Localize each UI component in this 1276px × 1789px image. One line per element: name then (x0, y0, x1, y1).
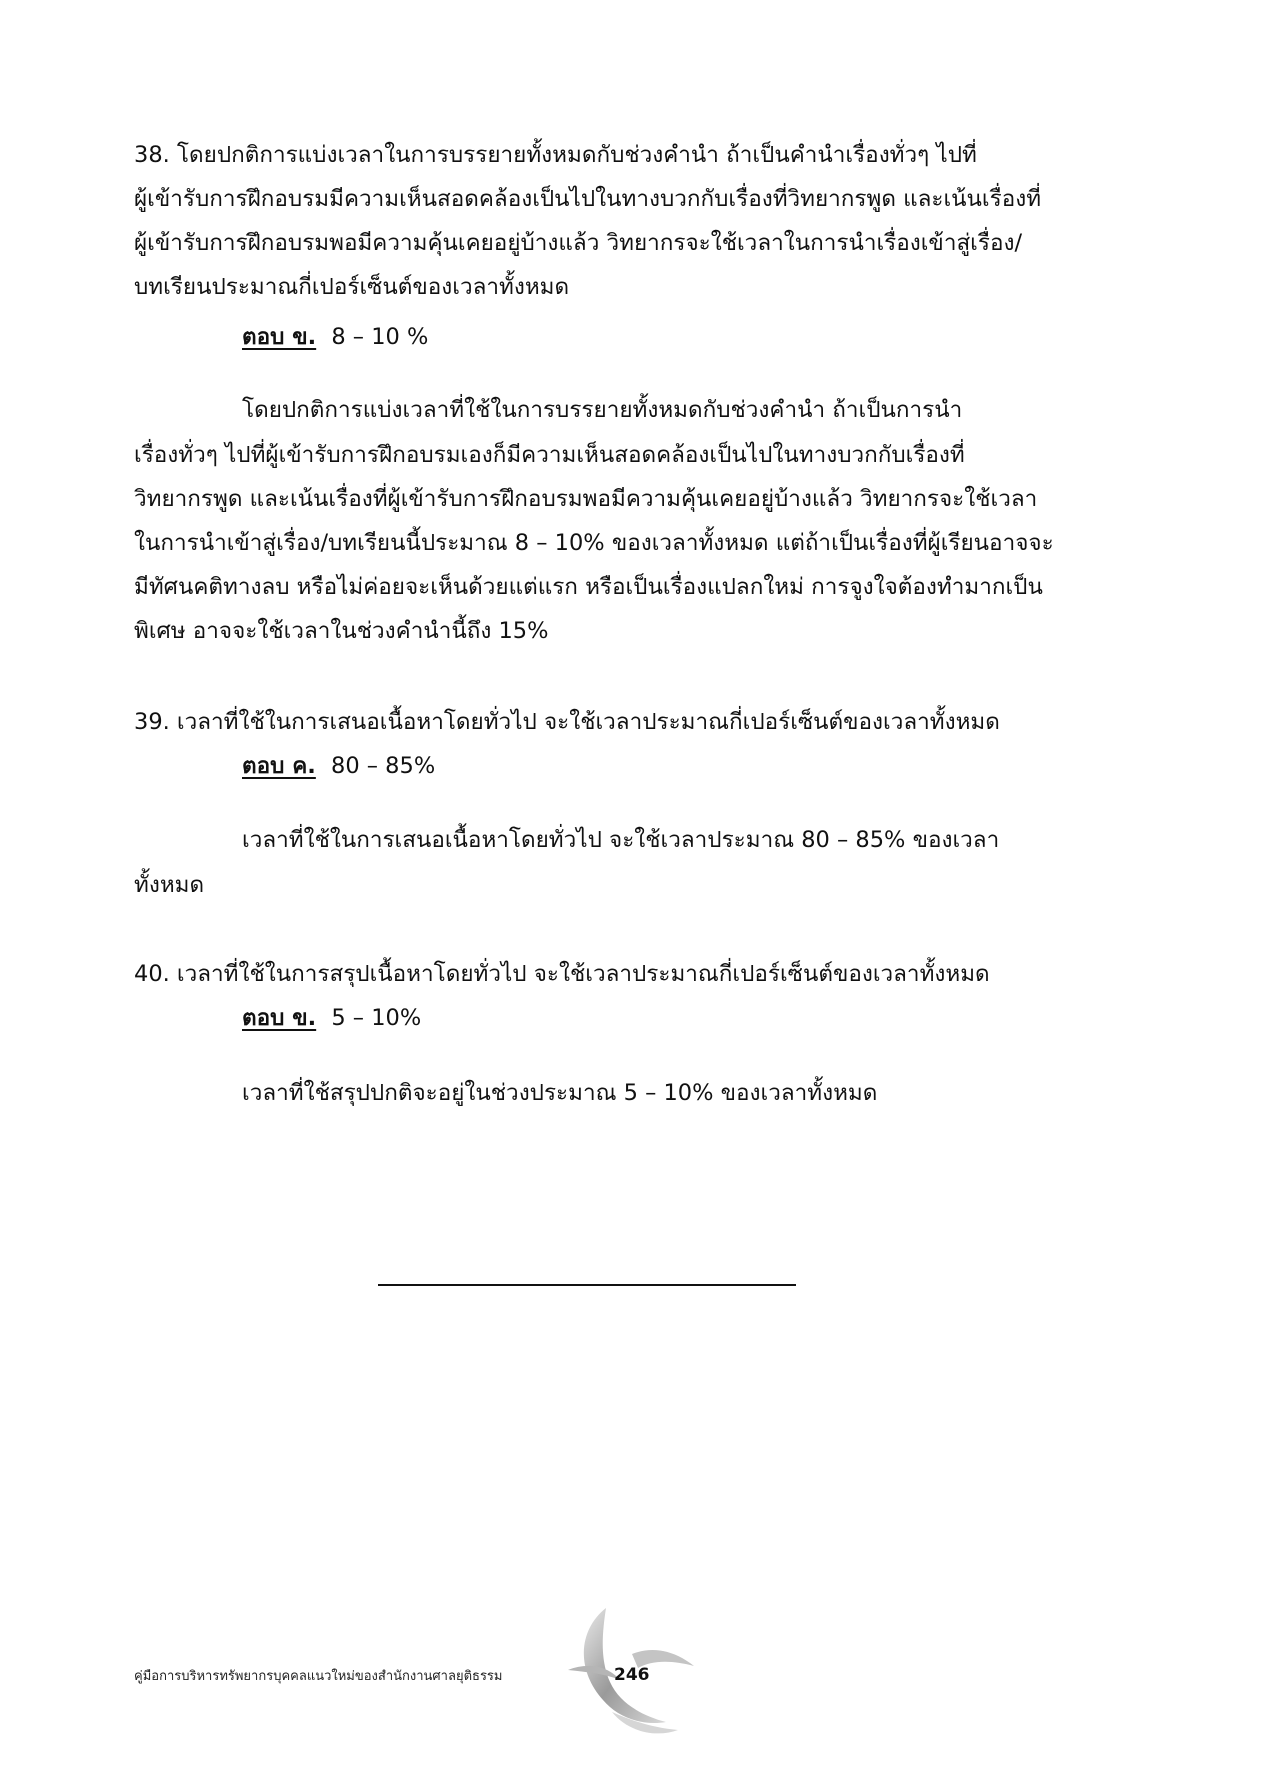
q38-answer-label: ตอบ ข. (242, 324, 317, 350)
q40-answer-value: 5 – 10% (331, 1005, 422, 1031)
q39-answer (242, 751, 435, 781)
q39-answer-label: ตอบ ค. (242, 753, 316, 779)
q40-answer (242, 1003, 421, 1033)
page-number: 246 (614, 1665, 650, 1685)
q40-answer-label: ตอบ ข. (242, 1005, 317, 1031)
q39-explanation-line-2: ทั้งหมด (134, 872, 205, 898)
q38-explanation-line-5: มีทัศนคติทางลบ หรือไม่ค่อยจะเห็นด้วยแต่แรก หรือเป็นเรื่องแปลกใหม่ การจูงใจต้องทำมากเป็น (134, 574, 1043, 600)
q38-explanation-line-6: พิเศษ อาจจะใช้เวลาในช่วงคำนำนี้ถึง 15% (134, 618, 549, 644)
footer-title: คู่มือการบริหารทรัพยากรบุคคลแนวใหม่ของสำนักงานศาลยุติธรรม (134, 1669, 503, 1684)
q38-line-3: ผู้เข้ารับการฝึกอบรมพอมีความคุ้นเคยอยู่บ้างแล้ว วิทยากรจะใช้เวลาในการนำเรื่องเข้าสู่เรื่อง/ (134, 230, 1023, 256)
q38-explanation-line-4: ในการนำเข้าสู่เรื่อง/บทเรียนนี้ประมาณ 8 – 10% ของเวลาทั้งหมด แต่ถ้าเป็นเรื่องที่ผู้เรียนอาจจะ (134, 530, 1054, 556)
q38-line-4: บทเรียนประมาณกี่เปอร์เซ็นต์ของเวลาทั้งหมด (134, 274, 570, 300)
q38-explanation-line-1: โดยปกติการแบ่งเวลาที่ใช้ในการบรรยายทั้งหมดกับช่วงคำนำ ถ้าเป็นการนำ (242, 397, 963, 423)
q38-explanation-line-2: เรื่องทั่วๆ ไปที่ผู้เข้ารับการฝึกอบรมเองก็มีความเห็นสอดคล้องเป็นไปในทางบวกกับเรื่องที่ (134, 442, 965, 468)
q38-explanation-line-3: วิทยากรพูด และเน้นเรื่องที่ผู้เข้ารับการฝึกอบรมพอมีความคุ้นเคยอยู่บ้างแล้ว วิทยากรจะใช้เวลา (134, 486, 1038, 512)
q39-explanation-line-1: เวลาที่ใช้ในการเสนอเนื้อหาโดยทั่วไป จะใช้เวลาประมาณ 80 – 85% ของเวลา (242, 827, 1000, 853)
q38-answer (242, 322, 428, 352)
q40-question: 40. เวลาที่ใช้ในการสรุปเนื้อหาโดยทั่วไป จะใช้เวลาประมาณกี่เปอร์เซ็นต์ของเวลาทั้งหมด (134, 961, 990, 987)
q38-answer-value: 8 – 10 % (331, 324, 429, 350)
q40-explanation-line-1: เวลาที่ใช้สรุปปกติจะอยู่ในช่วงประมาณ 5 – 10% ของเวลาทั้งหมด (242, 1080, 878, 1106)
q38-line-2: ผู้เข้ารับการฝึกอบรมมีความเห็นสอดคล้องเป็นไปในทางบวกกับเรื่องที่วิทยากรพูด และเน้นเรื่องที่ (134, 186, 1042, 212)
section-divider (378, 1284, 796, 1286)
q39-answer-value: 80 – 85% (331, 753, 436, 779)
q38-line-1: 38. โดยปกติการแบ่งเวลาในการบรรยายทั้งหมดกับช่วงคำนำ ถ้าเป็นคำนำเรื่องทั่วๆ ไปที่ (134, 142, 977, 168)
q39-question: 39. เวลาที่ใช้ในการเสนอเนื้อหาโดยทั่วไป จะใช้เวลาประมาณกี่เปอร์เซ็นต์ของเวลาทั้งหมด (134, 709, 1000, 735)
